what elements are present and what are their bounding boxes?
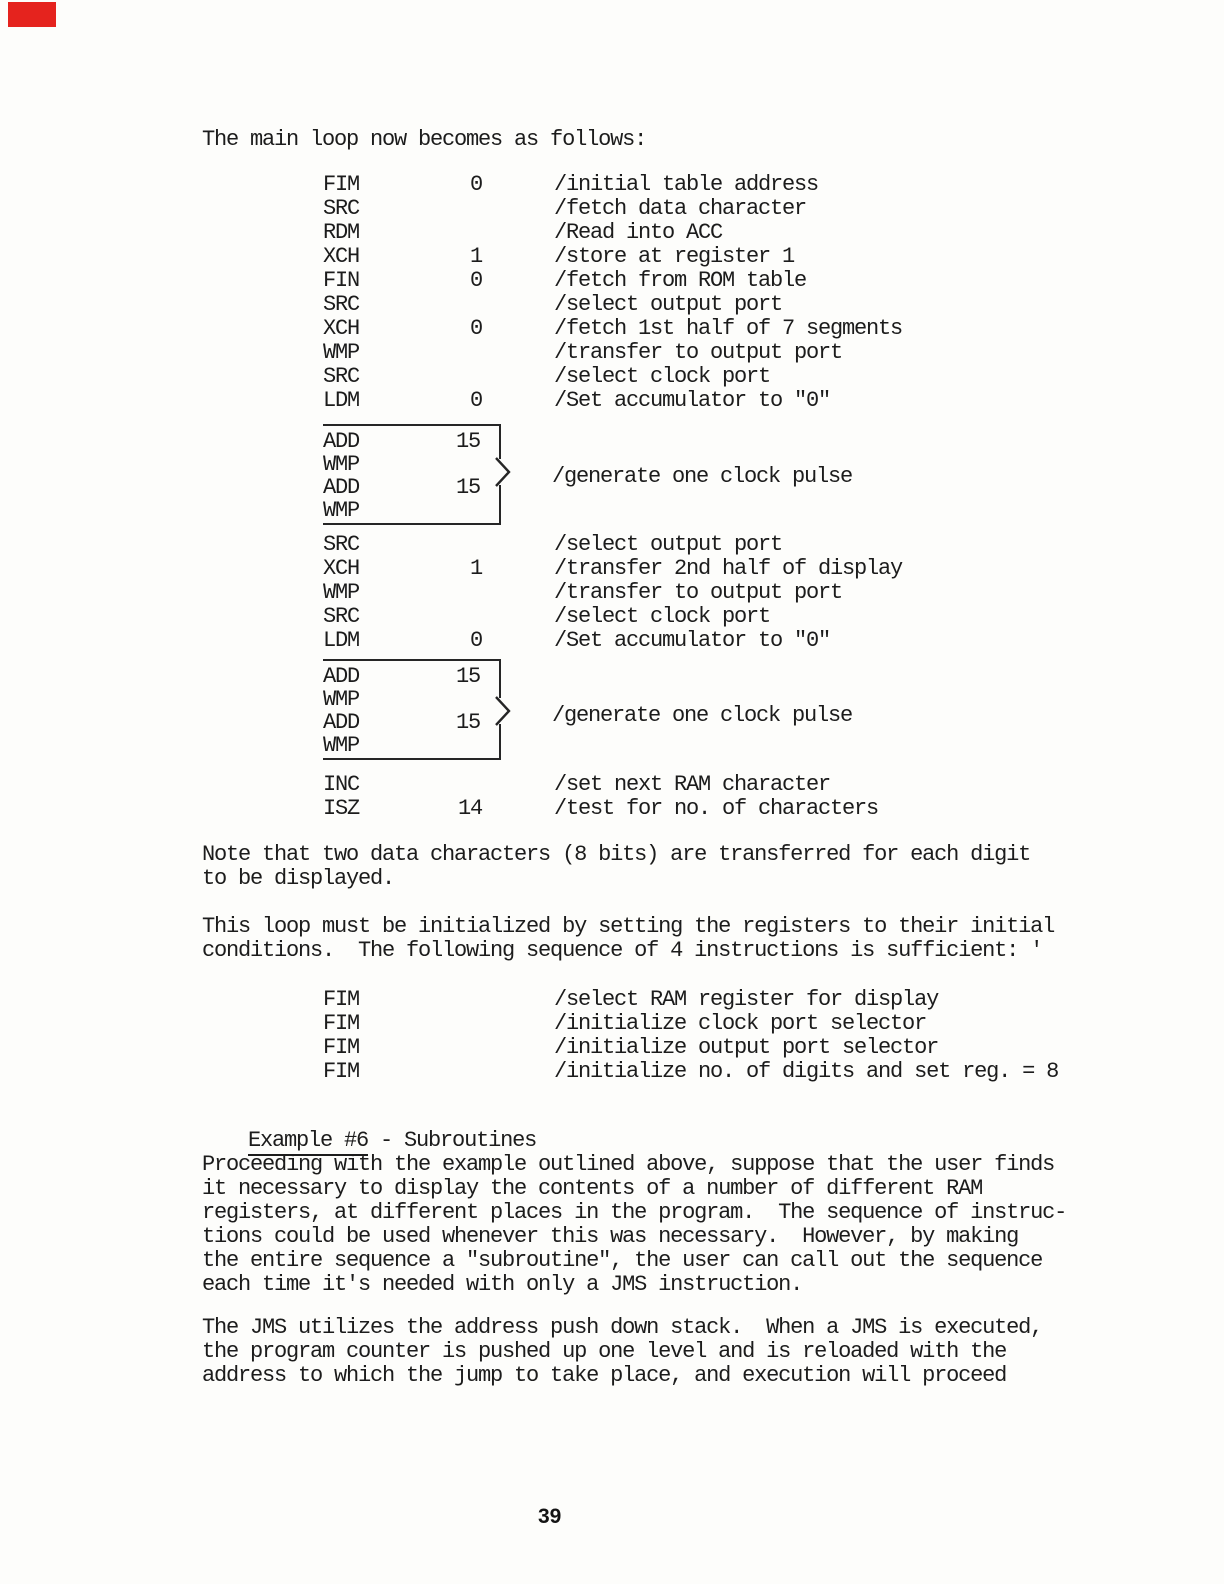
paragraph-line: This loop must be initialized by setting the registers to their initial [202,914,1055,939]
comment: /fetch 1st half of 7 segments [554,316,903,341]
code-row [323,317,902,341]
paragraph-line: it necessary to display the contents of a number of different RAM [202,1176,983,1201]
code-row [323,665,499,688]
operand [433,581,482,605]
spacer [482,317,554,341]
mnemonic: WMP [323,452,360,477]
operand [433,988,482,1012]
code-listing-mid [323,533,902,653]
operand: 15 [455,429,480,454]
comment: /transfer 2nd half of display [554,556,903,581]
comment: /initial table address [554,172,819,197]
code-row [323,581,902,605]
code-row [323,773,878,797]
mnemonic: XCH [323,244,360,269]
operand: 15 [455,710,480,735]
mnemonic: FIM [323,987,360,1012]
mnemonic: FIM [323,1059,360,1084]
mnemonic: ADD [323,429,360,454]
operand [433,734,480,757]
mnemonic: ADD [323,664,360,689]
paragraph-loop-init [202,915,1054,963]
code-listing-main [323,173,902,413]
mnemonic: SRC [323,604,360,629]
operand [433,341,482,365]
example-heading-underlined: Example #6 [248,1128,368,1156]
code-row [323,797,878,821]
operand: 0 [469,172,482,197]
operand [433,533,482,557]
code-row [323,533,902,557]
clock-pulse-group-1 [323,424,501,525]
mnemonic: LDM [323,628,360,653]
comment: /Set accumulator to "0" [554,388,831,413]
brace-icon [492,455,514,489]
comment: /initialize no. of digits and set reg. = 8 [554,1059,1059,1084]
mnemonic: FIM [323,1011,360,1036]
code-row [323,1036,1058,1060]
mnemonic: XCH [323,316,360,341]
code-row [323,557,902,581]
spacer [482,269,554,293]
operand: 0 [469,628,482,653]
comment: /select clock port [554,604,771,629]
comment: /transfer to output port [554,340,843,365]
example-heading-rest: - Subroutines [368,1128,537,1153]
mnemonic: SRC [323,292,360,317]
mnemonic: FIM [323,1035,360,1060]
mnemonic: INC [323,772,360,797]
operand [433,365,482,389]
code-row [323,688,499,711]
operand: 0 [469,268,482,293]
spacer [482,533,554,557]
operand: 1 [469,556,482,581]
paragraph-line: the entire sequence a "subroutine", the user can call out the sequence [202,1248,1043,1273]
spacer [482,1036,554,1060]
spacer [482,557,554,581]
code-row [323,293,902,317]
spacer [482,365,554,389]
code-row [323,341,902,365]
operand: 0 [469,388,482,413]
comment: /store at register 1 [554,244,795,269]
code-row [323,173,902,197]
spacer [482,341,554,365]
mnemonic: SRC [323,532,360,557]
spacer [482,197,554,221]
code-row [323,430,499,453]
comment: /select RAM register for display [554,987,939,1012]
mnemonic: ISZ [323,796,360,821]
mnemonic: LDM [323,388,360,413]
mnemonic: WMP [323,687,360,712]
pulse-comment-1: /generate one clock pulse [552,464,853,489]
code-row [323,197,902,221]
operand: 15 [455,475,480,500]
operand: 15 [455,664,480,689]
spacer [482,221,554,245]
mnemonic: RDM [323,220,360,245]
mnemonic: ADD [323,475,360,500]
paragraph-line: The JMS utilizes the address push down stack. When a JMS is executed, [202,1315,1043,1340]
code-row [323,499,499,522]
spacer [482,1012,554,1036]
spacer [482,293,554,317]
code-listing-end [323,773,878,821]
comment: /initialize clock port selector [554,1011,927,1036]
pulse-comment-2: /generate one clock pulse [552,703,853,728]
code-listing-init [323,988,1058,1084]
spacer [482,773,554,797]
code-row [323,988,1058,1012]
spacer [482,797,554,821]
spacer [482,581,554,605]
operand [433,453,480,476]
spacer [482,629,554,653]
corner-red-mark [8,2,56,27]
paragraph-jms [202,1316,1042,1388]
comment: /select output port [554,292,783,317]
code-row [323,365,902,389]
mnemonic: WMP [323,733,360,758]
paragraph-line: Proceeding with the example outlined above, suppose that the user finds [202,1152,1055,1177]
code-row [323,629,902,653]
comment: /Set accumulator to "0" [554,628,831,653]
code-row [323,389,902,413]
mnemonic: FIN [323,268,360,293]
comment: /Read into ACC [554,220,723,245]
comment: /select clock port [554,364,771,389]
comment: /transfer to output port [554,580,843,605]
code-row [323,605,902,629]
comment: /initialize output port selector [554,1035,939,1060]
code-row [323,1060,1058,1084]
clock-pulse-group-2 [323,659,501,760]
operand [433,605,482,629]
spacer [482,245,554,269]
operand: 14 [457,796,482,821]
operand [433,1012,482,1036]
code-row [323,1012,1058,1036]
code-row [323,221,902,245]
intro-line: The main loop now becomes as follows: [202,127,647,152]
mnemonic: WMP [323,498,360,523]
paragraph-note [202,843,1030,891]
page-number: 39 [538,1505,562,1528]
mnemonic: FIM [323,172,360,197]
comment: /select output port [554,532,783,557]
code-row [323,245,902,269]
operand [433,293,482,317]
spacer [482,173,554,197]
code-row [323,734,499,757]
comment: /set next RAM character [554,772,831,797]
paragraph-line: the program counter is pushed up one level and is reloaded with the [202,1339,1007,1364]
paragraph-proceeding [202,1153,1066,1297]
code-row [323,453,499,476]
paragraph-line: address to which the jump to take place, and execution will proceed [202,1363,1007,1388]
code-row [323,711,499,734]
operand: 1 [469,244,482,269]
operand [433,1060,482,1084]
paragraph-line: conditions. The following sequence of 4 instructions is sufficient: ' [202,938,1043,963]
mnemonic: XCH [323,556,360,581]
comment: /fetch from ROM table [554,268,807,293]
mnemonic: SRC [323,364,360,389]
operand [433,197,482,221]
operand [433,688,480,711]
mnemonic: ADD [323,710,360,735]
operand [433,221,482,245]
paragraph-line: registers, at different places in the program. The sequence of instruc- [202,1200,1067,1225]
paragraph-line: tions could be used whenever this was necessary. However, by making [202,1224,1019,1249]
mnemonic: WMP [323,340,360,365]
operand [433,773,482,797]
paragraph-line: to be displayed. [202,866,395,891]
comment: /fetch data character [554,196,807,221]
spacer [482,1060,554,1084]
code-row [323,476,499,499]
operand [433,1036,482,1060]
paragraph-line: Note that two data characters (8 bits) are transferred for each digit [202,842,1031,867]
code-row [323,269,902,293]
spacer [482,988,554,1012]
operand [433,499,480,522]
mnemonic: WMP [323,580,360,605]
spacer [482,389,554,413]
spacer [482,605,554,629]
paragraph-line: each time it's needed with only a JMS instruction. [202,1272,803,1297]
comment: /test for no. of characters [554,796,879,821]
operand: 0 [469,316,482,341]
brace-icon [492,694,514,728]
mnemonic: SRC [323,196,360,221]
